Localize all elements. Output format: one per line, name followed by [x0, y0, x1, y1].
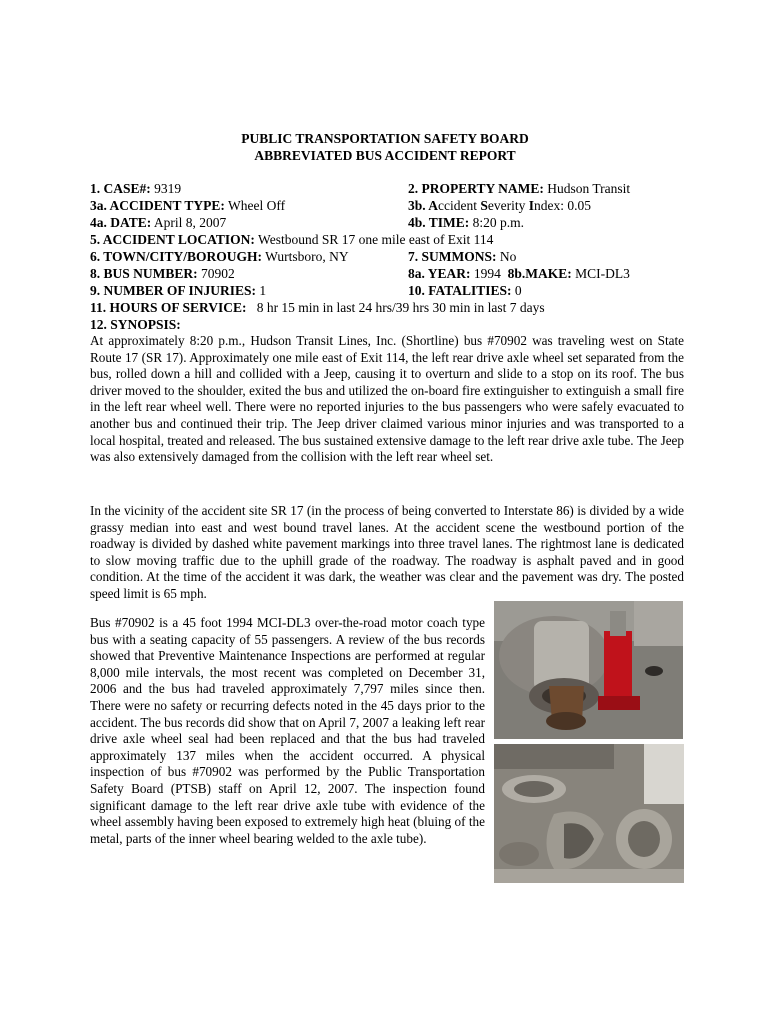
synopsis-label: 12. SYNOPSIS:	[90, 317, 181, 332]
time-label: 4b. TIME:	[408, 215, 470, 230]
case-label: 1. CASE#:	[90, 181, 151, 196]
hours-label: 11. HOURS OF SERVICE:	[90, 300, 247, 315]
synopsis-paragraph-1: At approximately 8:20 p.m., Hudson Transit Lines, Inc. (Shortline) bus #70902 was traveling west on State Route 17 (SR 17). Approximately one mile east of Exit 114, the left rear drive axle wheel set separated from the bus, rolled down a hill and collided with a Jeep, causing it to overturn and slide to a stop on its roof. The bus driver moved to the shoulder, exited the bus and utilized the on-board fire extinguisher to extinguish a small fire in the left rear wheel well. There were no reported injuries to the bus passengers who were safely evacuated to another bus and continued their trip. The Jeep driver claimed various minor injuries and was transported to a local hospital, treated and released. The bus sustained extensive damage to the left rear drive axle tube. The Jeep was also extensively damaged from the collision with the left rear wheel set.	[90, 333, 684, 465]
severity-text-2: everity	[487, 198, 529, 213]
location-value: Westbound SR 17 one mile east of Exit 114	[258, 232, 494, 247]
location-label: 5. ACCIDENT LOCATION:	[90, 232, 255, 247]
axle-tube-illustration	[494, 601, 683, 739]
fatalities-label: 10. FATALITIES:	[408, 283, 512, 298]
make-value: MCI-DL3	[575, 266, 630, 281]
injuries-value: 1	[259, 283, 267, 298]
year-value: 1994	[473, 266, 501, 281]
severity-i: I	[528, 198, 535, 213]
injuries-label: 9. NUMBER OF INJURIES:	[90, 283, 257, 298]
summons-label: 7. SUMMONS:	[408, 249, 497, 264]
location-field	[90, 232, 493, 248]
synopsis-heading	[90, 317, 181, 333]
synopsis-paragraph-2: In the vicinity of the accident site SR 17 (in the process of being converted to Interstate 86) is divided by a wide grassy median into east and west bound travel lanes. At the accident scene the westbound portion of the roadway is divided by dashed white pavement markings into three travel lanes. The rightmost lane is dedicated to slow moving traffic due to the uphill grade of the roadway. The roadway is asphalt paved and in good condition. At the time of the accident it was dark, the weather was clear and the pavement was dry. The posted speed limit is 65 mph.	[90, 503, 684, 601]
hours-value: 8 hr 15 min in last 24 hrs/39 hrs 30 min in last 7 days	[256, 300, 545, 315]
wheel-bearing-parts-photo	[494, 744, 684, 883]
accident-type-label: 3a. ACCIDENT TYPE:	[90, 198, 225, 213]
property-label: 2. PROPERTY NAME:	[408, 181, 544, 196]
date-label: 4a. DATE:	[90, 215, 152, 230]
case-field	[90, 181, 181, 197]
fatalities-field	[408, 283, 522, 299]
bus-number-field	[90, 266, 235, 282]
severity-text-1: ccident	[438, 198, 481, 213]
date-value: April 8, 2007	[153, 215, 227, 230]
board-title: PUBLIC TRANSPORTATION SAFETY BOARD	[241, 131, 529, 146]
hours-field	[90, 300, 545, 316]
date-field	[90, 215, 226, 231]
severity-s: S	[480, 198, 488, 213]
time-value: 8:20 p.m.	[472, 215, 525, 230]
severity-label: 3b. A	[408, 198, 439, 213]
year-label: 8a. YEAR:	[408, 266, 471, 281]
severity-value: 0.05	[567, 198, 592, 213]
case-value: 9319	[154, 181, 182, 196]
year-make-field	[408, 266, 630, 282]
severity-text-3: ndex:	[534, 198, 568, 213]
accident-type-field	[90, 198, 285, 214]
time-field	[408, 215, 524, 231]
accident-type-value: Wheel Off	[228, 198, 286, 213]
summons-value: No	[499, 249, 517, 264]
property-value: Hudson Transit	[547, 181, 631, 196]
fatalities-value: 0	[514, 283, 522, 298]
town-value: Wurtsboro, NY	[265, 249, 349, 264]
synopsis-paragraph-3: Bus #70902 is a 45 foot 1994 MCI-DL3 over-the-road motor coach type bus with a seating capacity of 55 passengers. A review of the bus records showed that Preventive Maintenance Inspections are performed at regular 8,000 mile intervals, the most recent was completed on December 31, 2006 and the bus had traveled approximately 7,797 miles since then. There were no safety or recurring defects noted in the 45 days prior to the accident. The bus records did show that on April 7, 2007 a leaking left rear drive axle wheel seal had been replaced and that the bus had traveled approximately 137 miles when the accident occurred. A physical inspection of bus #70902 was performed by the Public Transportation Safety Board (PTSB) staff on April 12, 2007. The inspection found significant damage to the left rear drive axle tube with evidence of the wheel assembly having been exposed to extremely high heat (bluing of the metal, parts of the inner wheel bearing welded to the axle tube).	[90, 615, 485, 846]
severity-field	[408, 198, 591, 214]
town-field	[90, 249, 349, 265]
summons-field	[408, 249, 516, 265]
bus-number-label: 8. BUS NUMBER:	[90, 266, 198, 281]
make-label: 8b.MAKE:	[507, 266, 572, 281]
bus-number-value: 70902	[201, 266, 235, 281]
town-label: 6. TOWN/CITY/BOROUGH:	[90, 249, 263, 264]
axle-tube-photo	[494, 601, 683, 739]
property-field	[408, 181, 630, 197]
injuries-field	[90, 283, 266, 299]
report-title: ABBREVIATED BUS ACCIDENT REPORT	[254, 148, 516, 163]
bearing-parts-illustration	[494, 744, 684, 883]
